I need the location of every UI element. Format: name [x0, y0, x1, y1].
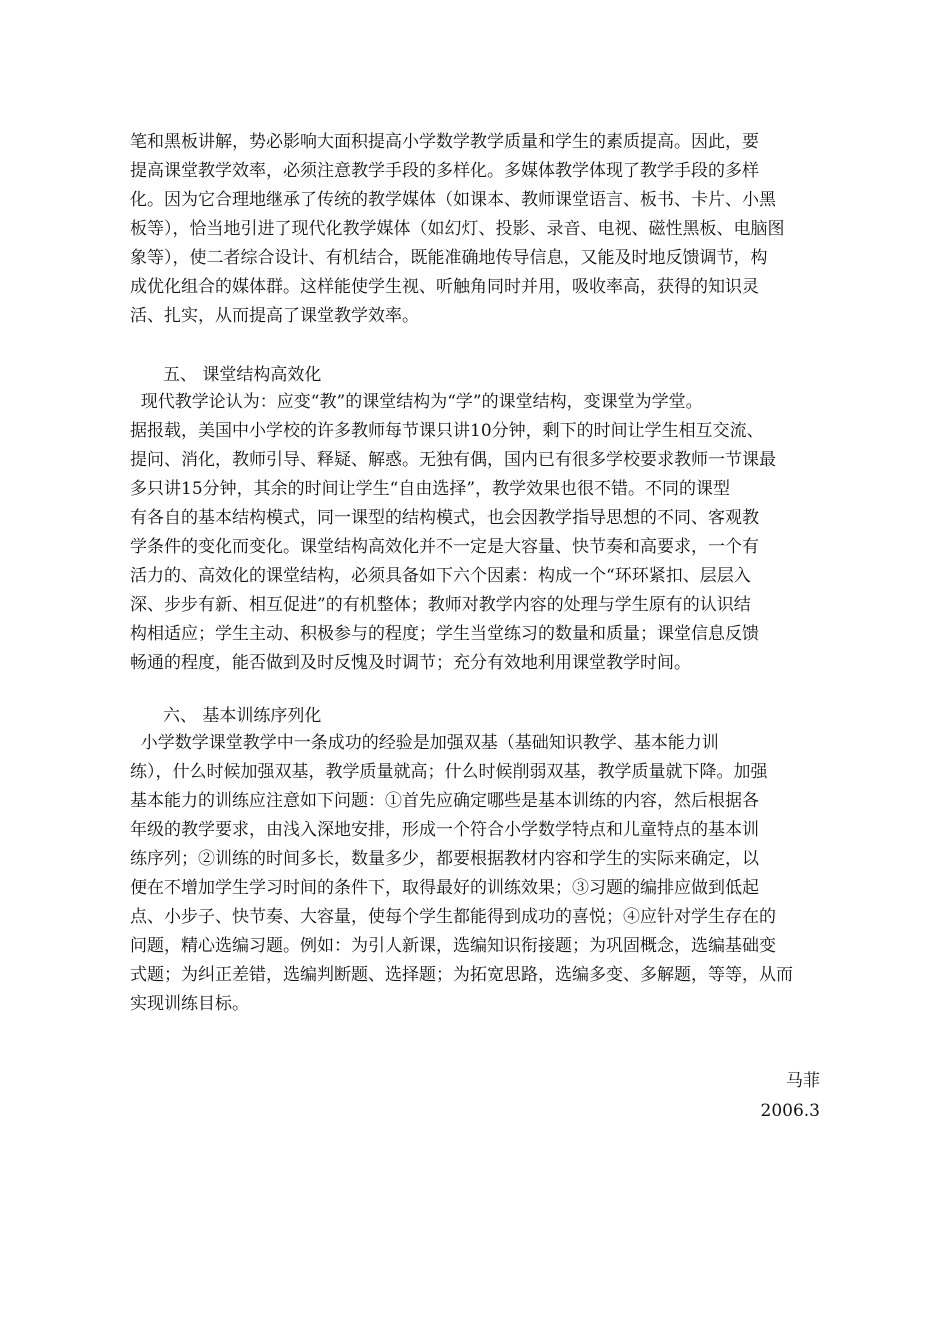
section6-paragraph	[130, 729, 830, 1019]
section5-heading: 五、 课堂结构高效化	[163, 365, 322, 385]
paragraph-line: 基本能力的训练应注意如下问题：①首先应确定哪些是基本训练的内容，然后根据各	[130, 791, 759, 811]
paragraph-line: 练），什么时候加强双基，教学质量就高；什么时候削弱双基，教学质量就下降。加强	[130, 762, 768, 782]
paragraph-line: 年级的教学要求，由浅入深地安排，形成一个符合小学数学特点和儿童特点的基本训	[130, 820, 759, 840]
paragraph-line: 多只讲15分钟，其余的时间让学生“自由选择”，教学效果也很不错。不同的课型	[130, 479, 731, 499]
paragraph-line: 板等），恰当地引进了现代化教学媒体（如幻灯、投影、录音、电视、磁性黑板、电脑图	[130, 219, 785, 239]
paragraph-line: 实现训练目标。	[130, 994, 249, 1014]
paragraph-line: 练序列；②训练的时间多长，数量多少，都要根据教材内容和学生的实际来确定，以	[130, 849, 759, 869]
paragraph-line: 提问、消化，教师引导、释疑、解惑。无独有偶，国内已有很多学校要求教师一节课最	[130, 450, 776, 470]
document-date: 2006.3	[760, 1101, 820, 1121]
paragraph-line: 问题，精心选编习题。例如：为引人新课，选编知识衔接题；为巩固概念，选编基础变	[130, 936, 776, 956]
paragraph-line: 便在不增加学生学习时间的条件下，取得最好的训练效果；③习题的编排应做到低起	[130, 878, 759, 898]
paragraph-line: 现代教学论认为：应变“教”的课堂结构为“学”的课堂结构，变课堂为学堂。	[130, 392, 703, 412]
paragraph-line: 化。因为它合理地继承了传统的教学媒体（如课本、教师课堂语言、板书、卡片、小黑	[130, 190, 776, 210]
paragraph-line: 小学数学课堂教学中一条成功的经验是加强双基（基础知识教学、基本能力训	[130, 733, 719, 753]
paragraph-line: 成优化组合的媒体群。这样能使学生视、听触角同时并用，吸收率高，获得的知识灵	[130, 277, 759, 297]
section5-paragraph	[130, 388, 830, 678]
paragraph-line: 活、扎实，从而提高了课堂教学效率。	[130, 306, 419, 326]
paragraph-line: 据报载，美国中小学校的许多教师每节课只讲10分钟，剩下的时间让学生相互交流、	[130, 421, 764, 441]
section4-tail-paragraph	[130, 128, 830, 331]
section6-heading: 六、 基本训练序列化	[163, 706, 322, 726]
paragraph-line: 构相适应；学生主动、积极参与的程度；学生当堂练习的数量和质量；课堂信息反馈	[130, 624, 759, 644]
paragraph-line: 笔和黑板讲解，势必影响大面积提高小学数学教学质量和学生的素质提高。因此，要	[130, 132, 759, 152]
paragraph-line: 畅通的程度，能否做到及时反愧及时调节；充分有效地利用课堂教学时间。	[130, 653, 691, 673]
paragraph-line: 式题；为纠正差错，选编判断题、选择题；为拓宽思路，选编多变、多解题，等等，从而	[130, 965, 793, 985]
paragraph-line: 有各自的基本结构模式，同一课型的结构模式，也会因教学指导思想的不同、客观教	[130, 508, 759, 528]
paragraph-line: 深、步步有新、相互促进”的有机整体；教师对教学内容的处理与学生原有的认识结	[130, 595, 751, 615]
paragraph-line: 活力的、高效化的课堂结构，必须具备如下六个因素：构成一个“环环紧扣、层层入	[130, 566, 751, 586]
paragraph-line: 提高课堂教学效率，必须注意教学手段的多样化。多媒体教学体现了教学手段的多样	[130, 161, 759, 181]
paragraph-line: 点、小步子、快节奏、大容量，使每个学生都能得到成功的喜悦；④应针对学生存在的	[130, 907, 776, 927]
paragraph-line: 学条件的变化而变化。课堂结构高效化并不一定是大容量、快节奏和高要求，一个有	[130, 537, 759, 557]
author-name: 马菲	[786, 1071, 820, 1091]
paragraph-line: 象等），使二者综合设计、有机结合，既能准确地传导信息，又能及时地反馈调节，构	[130, 248, 768, 268]
